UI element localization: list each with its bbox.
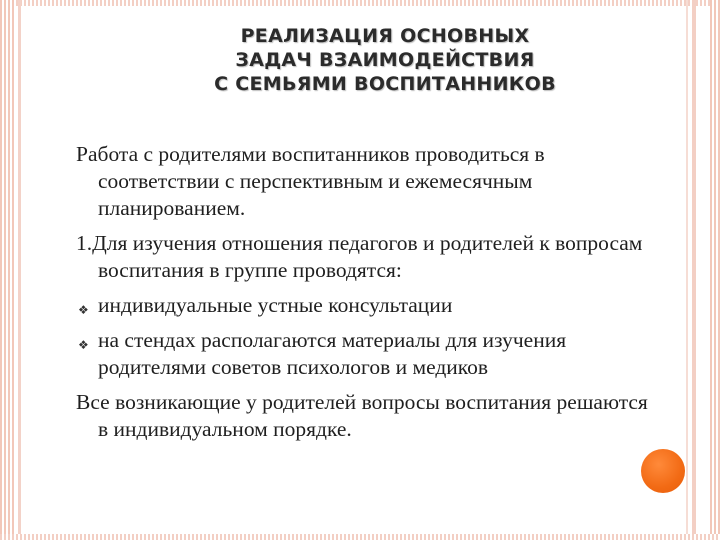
list-item-text: индивидуальные устные консультации [98,293,453,317]
diamond-outline-icon: ❖ [78,303,89,317]
paragraph-study-attitudes: 1.Для изучения отношения педагогов и родителей к вопросам воспитания в группе проводятся: [76,231,643,282]
title-line-2: ЗАДАЧ ВЗАИМОДЕЙСТВИЯ [235,49,535,71]
right-border-thin-line [686,0,688,540]
orange-circle-decoration [641,449,685,493]
right-border-line [692,0,696,540]
slide-body [76,141,656,451]
paragraph-questions-resolved: Все возникающие у родителей вопросы воспитания решаются в индивидуальном порядке. [76,390,648,441]
diamond-outline-icon: ❖ [78,338,89,352]
title-line-3: С СЕМЬЯМИ ВОСПИТАННИКОВ [214,73,556,95]
slide-title [190,24,580,96]
list-item [76,327,656,381]
title-line-1: РЕАЛИЗАЦИЯ ОСНОВНЫХ [240,25,530,47]
bottom-border [0,534,720,540]
paragraph-work-with-parents: Работа с родителями воспитанников проводиться в соответствии с перспективным и ежемесячным планированием. [76,142,545,220]
left-border-line [18,0,21,540]
right-border-stripes [710,0,720,540]
list-item [76,292,656,319]
left-border-stripes [0,0,14,540]
top-border [0,0,720,6]
list-item-text: на стендах располагаются материалы для изучения родителями советов психологов и медиков [98,328,567,379]
